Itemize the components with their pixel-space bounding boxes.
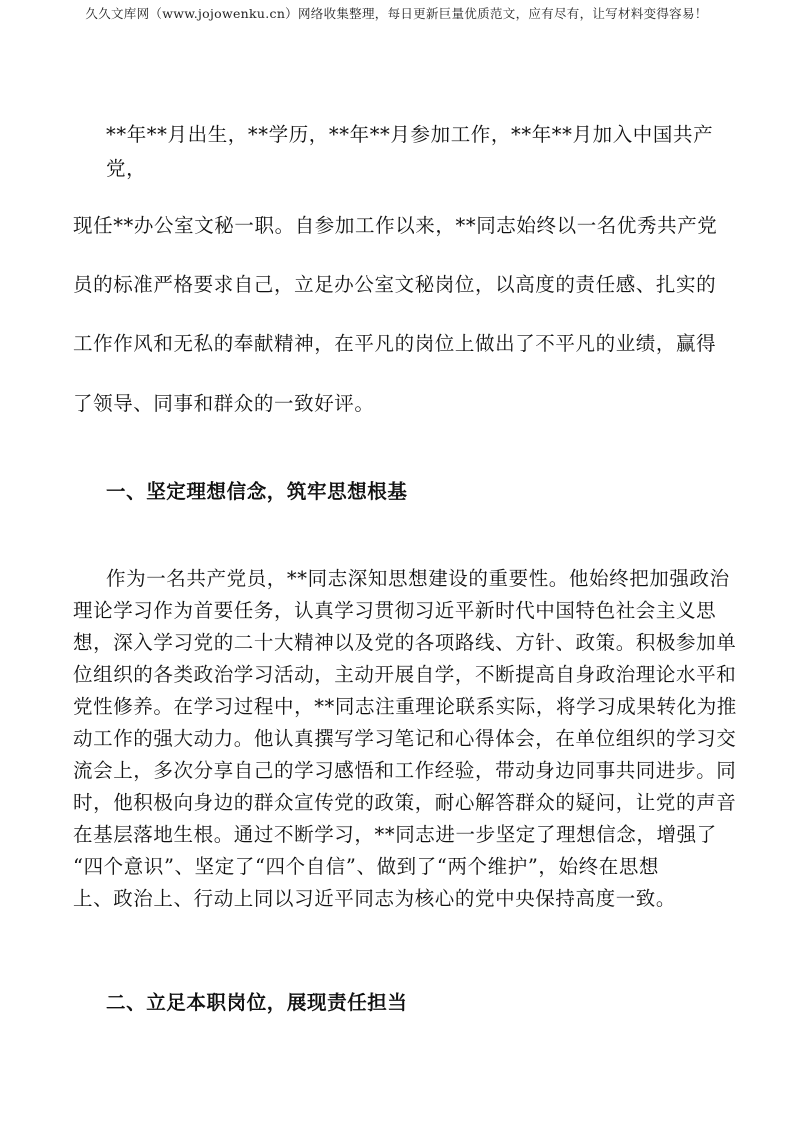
section-1-line: 上、政治上、行动上同以习近平同志为核心的党中央保持高度一致。 [73,887,677,910]
intro-line-2: 党， [106,157,147,180]
section-1-line: “四个意识”、坚定了“四个自信”、做到了“两个维护”，始终在思想 [73,855,660,878]
intro-line-4: 员的标准严格要求自己，立足办公室文秘岗位，以高度的责任感、扎实的 [73,273,717,296]
section-1-line: 动工作的强大动力。他认真撰写学习笔记和心得体会，在单位组织的学习交 [73,727,737,750]
section-1-line: 作为一名共产党员，**同志深知思想建设的重要性。他始终把加强政治 [106,567,730,590]
section-2-heading: 二、立足本职岗位，展现责任担当 [106,991,408,1014]
header-banner: 久久文库网（www.jojowenku.cn）网络收集整理，每日更新巨量优质范文，应有尽有，让写材料变得容易！ [85,6,708,21]
section-1-line: 理论学习作为首要任务，认真学习贯彻习近平新时代中国特色社会主义思 [73,599,717,622]
section-1-line: 流会上，多次分享自己的学习感悟和工作经验，带动身边同事共同进步。同 [73,759,737,782]
intro-line-6: 了领导、同事和群众的一致好评。 [73,392,375,415]
intro-line-5: 工作作风和无私的奉献精神，在平凡的岗位上做出了不平凡的业绩，赢得 [73,332,717,355]
intro-line-3: 现任**办公室文秘一职。自参加工作以来，**同志始终以一名优秀共产党 [73,214,718,237]
section-1-heading: 一、坚定理想信念，筑牢思想根基 [106,480,408,503]
section-1-line: 想，深入学习党的二十大精神以及党的各项路线、方针、政策。积极参加单 [73,631,737,654]
section-1-line: 党性修养。在学习过程中，**同志注重理论联系实际，将学习成果转化为推 [73,695,737,718]
intro-line-1: **年**月出生，**学历，**年**月参加工作，**年**月加入中国共产 [106,123,714,146]
section-1-line: 时，他积极向身边的群众宣传党的政策，耐心解答群众的疑问，让党的声音 [73,791,737,814]
section-1-line: 位组织的各类政治学习活动，主动开展自学，不断提高自身政治理论水平和 [73,663,737,686]
section-1-line: 在基层落地生根。通过不断学习，**同志进一步坚定了理想信念，增强了 [73,823,717,846]
